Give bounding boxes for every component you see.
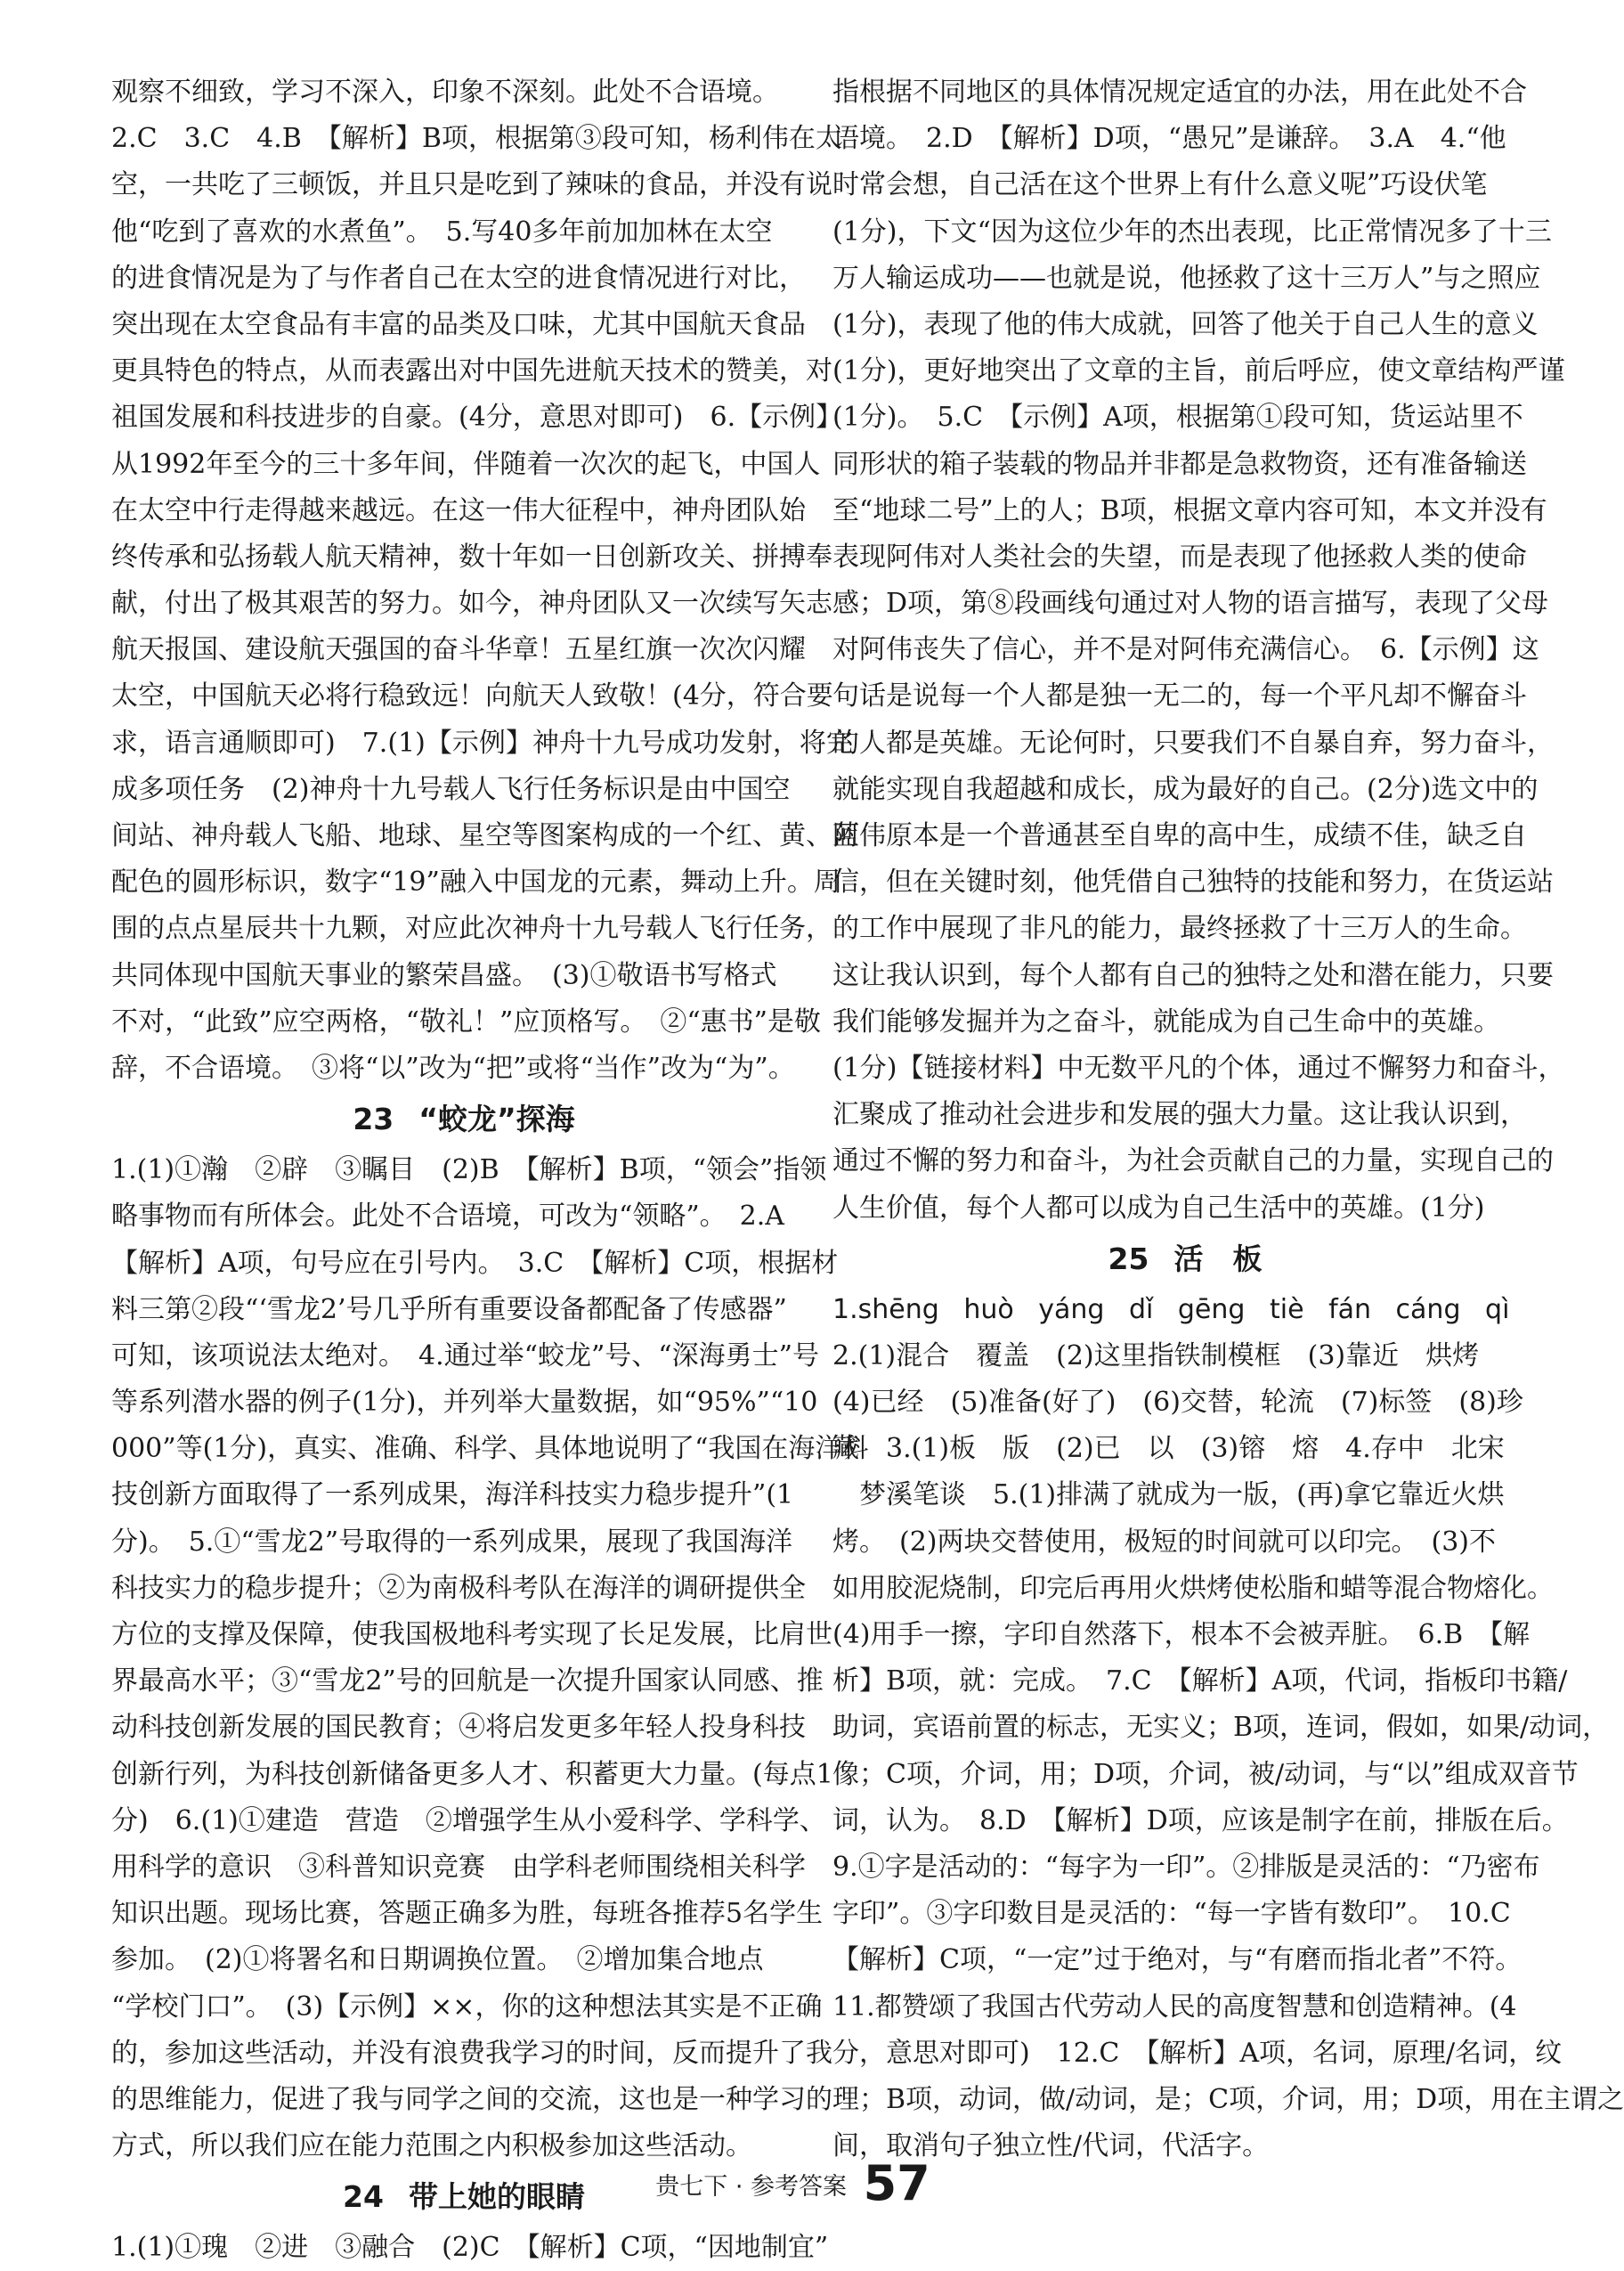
text-line: 梦溪笔谈 5.(1)排满了就成为一版，(再)拿它靠近火烘 <box>832 1479 1505 1511</box>
text-line: 间，取消句子独立性/代词，代活字。 <box>832 2130 1270 2162</box>
text-line: 通过不懈的努力和奋斗，为社会贡献自己的力量，实现自己的 <box>832 1145 1554 1177</box>
text-line: 分) 6.(1)①建造 营造 ②增强学生从小爱科学、学科学、 <box>111 1804 826 1836</box>
text-line: 献，付出了极其艰苦的努力。如今，神舟团队又一次续写矢志 <box>111 588 832 620</box>
text-line: 阿伟原本是一个普通甚至自卑的高中生，成绩不佳，缺乏自 <box>832 820 1527 851</box>
text-line: 汇聚成了推动社会进步和发展的强大力量。这让我认识到， <box>832 1099 1527 1131</box>
left-text-block-a <box>111 69 859 1092</box>
section-heading-23 <box>111 1092 816 1147</box>
text-line: 像；C项，介词，用；D项，介词，被/动词，与“以”组成双音节 <box>832 1758 1579 1790</box>
text-line: 【解析】C项，“一定”过于绝对，与“有磨而指北者”不符。 <box>832 1944 1522 1976</box>
text-line: 表现阿伟对人类社会的失望，而是表现了他拯救人类的使命 <box>832 541 1527 573</box>
text-line: 创新行列，为科技创新储备更多人才、积蓄更大力量。(每点1 <box>111 1758 833 1790</box>
text-line: 9.①字是活动的：“每字为一印”。②排版是灵活的：“乃密布 <box>832 1851 1540 1883</box>
text-line: 间站、神舟载人飞船、地球、星空等图案构成的一个红、黄、蓝 <box>111 820 859 851</box>
text-line: (1分)【链接材料】中无数平凡的个体，通过不懈努力和奋斗， <box>832 1052 1565 1084</box>
text-line: 的进食情况是为了与作者自己在太空的进食情况进行对比， <box>111 262 806 294</box>
text-line: 烤。 (2)两块交替使用，极短的时间就可以印完。 (3)不 <box>832 1526 1496 1558</box>
text-line: 藏 3.(1)板 版 (2)已 以 (3)镕 熔 4.存中 北宋 <box>832 1433 1505 1465</box>
text-line: 11.都赞颂了我国古代劳动人民的高度智慧和创造精神。(4 <box>832 1990 1517 2023</box>
text-line: “学校门口”。 (3)【示例】××，你的这种想法其实是不正确 <box>111 1990 823 2023</box>
text-line: 【解析】A项，句号应在引号内。 3.C 【解析】C项，根据材 <box>111 1247 839 1279</box>
text-line: 理；B项，动词，做/动词，是；C项，介词，用；D项，用在主谓之 <box>832 2083 1624 2115</box>
text-line: 指根据不同地区的具体情况规定适宜的办法，用在此处不合 <box>832 77 1527 108</box>
text-line: 更具特色的特点，从而表露出对中国先进航天技术的赞美，对 <box>111 355 832 387</box>
left-text-block-c <box>111 2225 829 2271</box>
text-line: 配色的圆形标识，数字“19”融入中国龙的元素，舞动上升。周 <box>111 867 840 899</box>
text-line: 他“吃到了喜欢的水煮鱼”。 5.写40多年前加加林在太空 <box>111 216 773 248</box>
section-title: 带上她的眼睛 <box>408 2179 585 2215</box>
text-line: 词，认为。 8.D 【解析】D项，应该是制字在前，排版在后。 <box>832 1804 1569 1836</box>
text-line: 知识出题。现场比赛，答题正确多为胜，每班各推荐5名学生 <box>111 1898 824 1930</box>
page-footer <box>0 2155 1586 2211</box>
right-text-block-a <box>832 69 1565 1232</box>
text-line: 终传承和弘扬载人航天精神，数十年如一日创新攻关、拼搏奉 <box>111 541 832 573</box>
text-line: 不对，“此致”应空两格，“敬礼！”应顶格写。 ②“惠书”是敬 <box>111 1005 822 1038</box>
text-line: 求，语言通顺即可) 7.(1)【示例】神舟十九号成功发射，将完 <box>111 727 853 759</box>
text-line: 可知，该项说法太绝对。 4.通过举“蛟龙”号、“深海勇士”号 <box>111 1339 819 1372</box>
text-line: 参加。 (2)①将署名和日期调换位置。 ②增加集合地点 <box>111 1944 764 1976</box>
text-line: 方位的支撑及保障，使我国极地科考实现了长足发展，比肩世 <box>111 1619 832 1650</box>
text-line: 的人都是英雄。无论何时，只要我们不自暴自弃，努力奋斗， <box>832 727 1554 759</box>
text-line: 时常会想，自己活在这个世界上有什么意义呢”巧设伏笔 <box>832 169 1488 201</box>
text-line: 1.(1)①瑰 ②进 ③融合 (2)C 【解析】C项，“因地制宜” <box>111 2232 829 2264</box>
text-line: 祖国发展和科技进步的自豪。(4分，意思对即可) 6.【示例】 <box>111 402 843 434</box>
page-number: 57 <box>863 2155 930 2211</box>
text-line: 的，参加这些活动，并没有浪费我学习的时间，反而提升了我 <box>111 2037 832 2069</box>
text-line: 料三第②段“‘雪龙2’号几乎所有重要设备都配备了传感器” <box>111 1293 787 1325</box>
text-line: 围的点点星辰共十九颗，对应此次神舟十九号载人飞行任务， <box>111 913 832 945</box>
text-line: 至“地球二号”上的人；B项，根据文章内容可知，本文并没有 <box>832 494 1547 526</box>
text-line: 的工作中展现了非凡的能力，最终拯救了十三万人的生命。 <box>832 913 1527 945</box>
text-line: 对阿伟丧失了信心，并不是对阿伟充满信心。 6.【示例】这 <box>832 634 1539 666</box>
section-number: 24 <box>343 2179 384 2215</box>
text-line: (1分)，下文“因为这位少年的杰出表现，比正常情况多了十三 <box>832 216 1552 248</box>
text-line: 感；D项，第⑧段画线句通过对人物的语言描写，表现了父母 <box>832 588 1549 620</box>
text-line: 辞，不合语境。 ③将“以”改为“把”或将“当作”改为“为”。 <box>111 1052 795 1084</box>
text-line: 等系列潜水器的例子(1分)，并列举大量数据，如“95%”“10 <box>111 1387 818 1419</box>
text-line: (1分)。 5.C 【示例】A项，根据第①段可知，货运站里不 <box>832 402 1523 434</box>
text-line: 成多项任务 (2)神舟十九号载人飞行任务标识是由中国空 <box>111 773 791 805</box>
section-title: “蛟龙”探海 <box>418 1102 575 1137</box>
text-line: 助词，宾语前置的标志，无实义；B项，连词，假如，如果/动词， <box>832 1712 1610 1744</box>
text-line: (1分)，表现了他的伟大成就，回答了他关于自己人生的意义 <box>832 308 1539 340</box>
text-line: 同形状的箱子装载的物品并非都是急救物资，还有准备输送 <box>832 448 1527 480</box>
text-line: 界最高水平；③“雪龙2”号的回航是一次提升国家认同感、推 <box>111 1665 824 1697</box>
text-line: 如用胶泥烧制，印完后再用火烘烤使松脂和蜡等混合物熔化。 <box>832 1572 1554 1604</box>
section-title: 活 板 <box>1173 1241 1263 1276</box>
text-line: 突出现在太空食品有丰富的品类及口味，尤其中国航天食品 <box>111 308 806 340</box>
text-line: 2.(1)混合 覆盖 (2)这里指铁制模框 (3)靠近 烘烤 <box>832 1339 1480 1372</box>
text-line: 太空，中国航天必将行稳致远！向航天人致敬！(4分，符合要 <box>111 680 833 712</box>
text-line: 共同体现中国航天事业的繁荣昌盛。 (3)①敬语书写格式 <box>111 959 777 991</box>
text-line: 航天报国、建设航天强国的奋斗华章！五星红旗一次次闪耀 <box>111 634 806 666</box>
text-line: 字印”。③字印数目是灵活的：“每一字皆有数印”。 10.C <box>832 1898 1511 1930</box>
left-column <box>111 69 869 2271</box>
text-line: 分)。 5.①“雪龙2”号取得的一系列成果，展现了我国海洋 <box>111 1526 793 1558</box>
text-line: 句话是说每一个人都是独一无二的，每一个平凡却不懈奋斗 <box>832 680 1527 712</box>
text-line: 2.C 3.C 4.B 【解析】B项，根据第③段可知，杨利伟在太 <box>111 123 842 155</box>
text-line: 1.(1)①瀚 ②辟 ③瞩目 (2)B 【解析】B项，“领会”指领 <box>111 1154 827 1186</box>
text-line: 科技实力的稳步提升；②为南极科考队在海洋的调研提供全 <box>111 1572 806 1604</box>
section-number: 23 <box>353 1102 394 1137</box>
text-line: 用科学的意识 ③科普知识竞赛 由学科老师围绕相关科学 <box>111 1851 806 1883</box>
text-line: 的思维能力，促进了我与同学之间的交流，这也是一种学习的 <box>111 2083 832 2115</box>
pinyin-answer-line: 1.shēng huò yáng dǐ gēng tiè fán cáng qì <box>832 1293 1510 1325</box>
text-line: 语境。 2.D 【解析】D项，“愚兄”是谦辞。 3.A 4.“他 <box>832 123 1506 155</box>
text-line: 动科技创新发展的国民教育；④将启发更多年轻人投身科技 <box>111 1712 806 1744</box>
section-number: 25 <box>1108 1241 1149 1276</box>
text-line: 从1992年至今的三十多年间，伴随着一次次的起飞，中国人 <box>111 448 821 480</box>
footer-label: 贵七下 · 参考答案 <box>655 2173 847 2201</box>
text-line: 析】B项，就：完成。 7.C 【解析】A项，代词，指板印书籍/ <box>832 1665 1568 1697</box>
text-line: 就能实现自我超越和成长，成为最好的自己。(2分)选文中的 <box>832 773 1539 805</box>
text-line: 空，一共吃了三顿饭，并且只是吃到了辣味的食品，并没有说 <box>111 169 832 201</box>
right-text-block-b <box>832 1333 1624 2169</box>
text-line: (4)用手一擦，字印自然落下，根本不会被弄脏。 6.B 【解 <box>832 1619 1531 1650</box>
right-column <box>832 69 1624 2169</box>
text-line: 信，但在关键时刻，他凭借自己独特的技能和努力，在货运站 <box>832 867 1554 899</box>
text-line: 观察不细致，学习不深入，印象不深刻。此处不合语境。 <box>111 77 779 108</box>
text-line: 人生价值，每个人都可以成为自己生活中的英雄。(1分) <box>832 1192 1485 1224</box>
text-line: 在太空中行走得越来越远。在这一伟大征程中，神舟团队始 <box>111 494 806 526</box>
text-line: 这让我认识到，每个人都有自己的独特之处和潜在能力，只要 <box>832 959 1554 991</box>
text-line: 万人输运成功——也就是说，他拯救了这十三万人”与之照应 <box>832 262 1541 294</box>
section-heading-25 <box>832 1232 1538 1287</box>
text-line: 我们能够发掘并为之奋斗，就能成为自己生命中的英雄。 <box>832 1005 1500 1038</box>
text-line: 000”等(1分)，真实、准确、科学、具体地说明了“我国在海洋科 <box>111 1433 869 1465</box>
text-line: (1分)，更好地突出了文章的主旨，前后呼应，使文章结构严谨 <box>832 355 1565 387</box>
text-line: (4)已经 (5)准备(好了) (6)交替，轮流 (7)标签 (8)珍 <box>832 1387 1523 1419</box>
text-line: 技创新方面取得了一系列成果，海洋科技实力稳步提升”(1 <box>111 1479 794 1511</box>
text-line: 方式，所以我们应在能力范围之内积极参加这些活动。 <box>111 2130 752 2162</box>
text-line: 略事物而有所体会。此处不合语境，可改为“领略”。 2.A <box>111 1201 784 1233</box>
left-text-block-b <box>111 1147 869 2169</box>
text-line: 分，意思对即可) 12.C 【解析】A项，名词，原理/名词，纹 <box>832 2037 1563 2069</box>
